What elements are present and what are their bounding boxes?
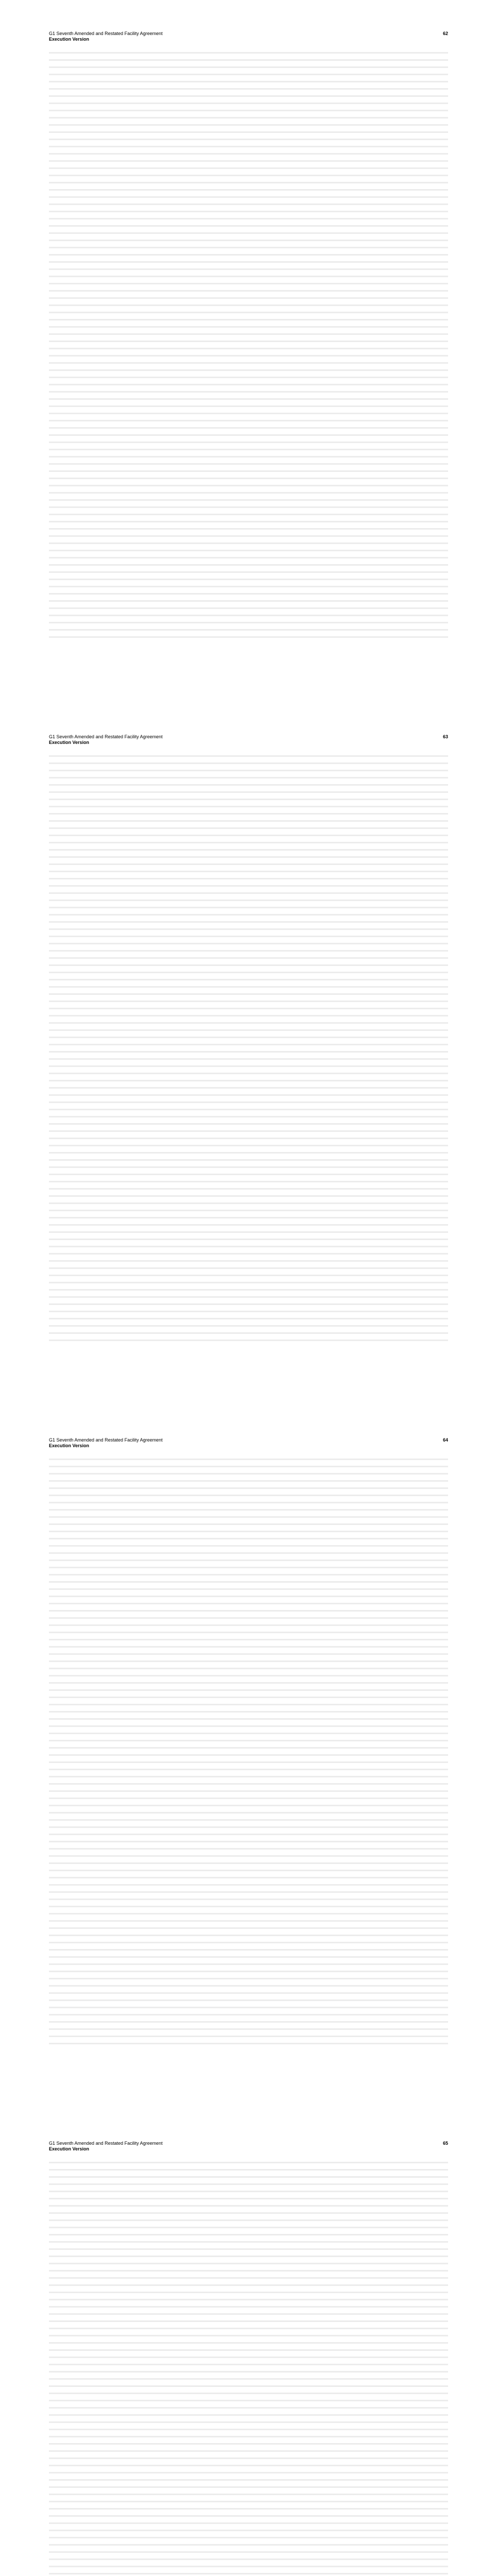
- page-header: [49, 31, 448, 42]
- page-number: 64: [442, 1437, 448, 1443]
- document-version: Execution Version: [49, 1443, 90, 1448]
- page-header: [49, 2141, 448, 2152]
- page-header: [49, 734, 448, 745]
- page-65: [0, 2110, 497, 2576]
- document-version: Execution Version: [49, 37, 90, 42]
- document-title: G1 Seventh Amended and Restated Facility Agreement: [49, 734, 163, 739]
- page-63: [0, 703, 497, 1406]
- page-body-placeholder: [49, 49, 448, 642]
- page-header: [49, 1437, 448, 1449]
- page-body-placeholder: [49, 753, 448, 1345]
- page-body-placeholder: [49, 2159, 448, 2576]
- document-title: G1 Seventh Amended and Restated Facility Agreement: [49, 31, 163, 36]
- document-version: Execution Version: [49, 740, 90, 745]
- page-number: 65: [442, 2141, 448, 2146]
- page-number: 62: [442, 31, 448, 36]
- page-body-placeholder: [49, 1456, 448, 2048]
- page-number: 63: [442, 734, 448, 739]
- page-62: [0, 0, 497, 703]
- document-version: Execution Version: [49, 2146, 90, 2151]
- page-64: [0, 1406, 497, 2110]
- document-title: G1 Seventh Amended and Restated Facility Agreement: [49, 1437, 163, 1443]
- document-title: G1 Seventh Amended and Restated Facility Agreement: [49, 2141, 163, 2146]
